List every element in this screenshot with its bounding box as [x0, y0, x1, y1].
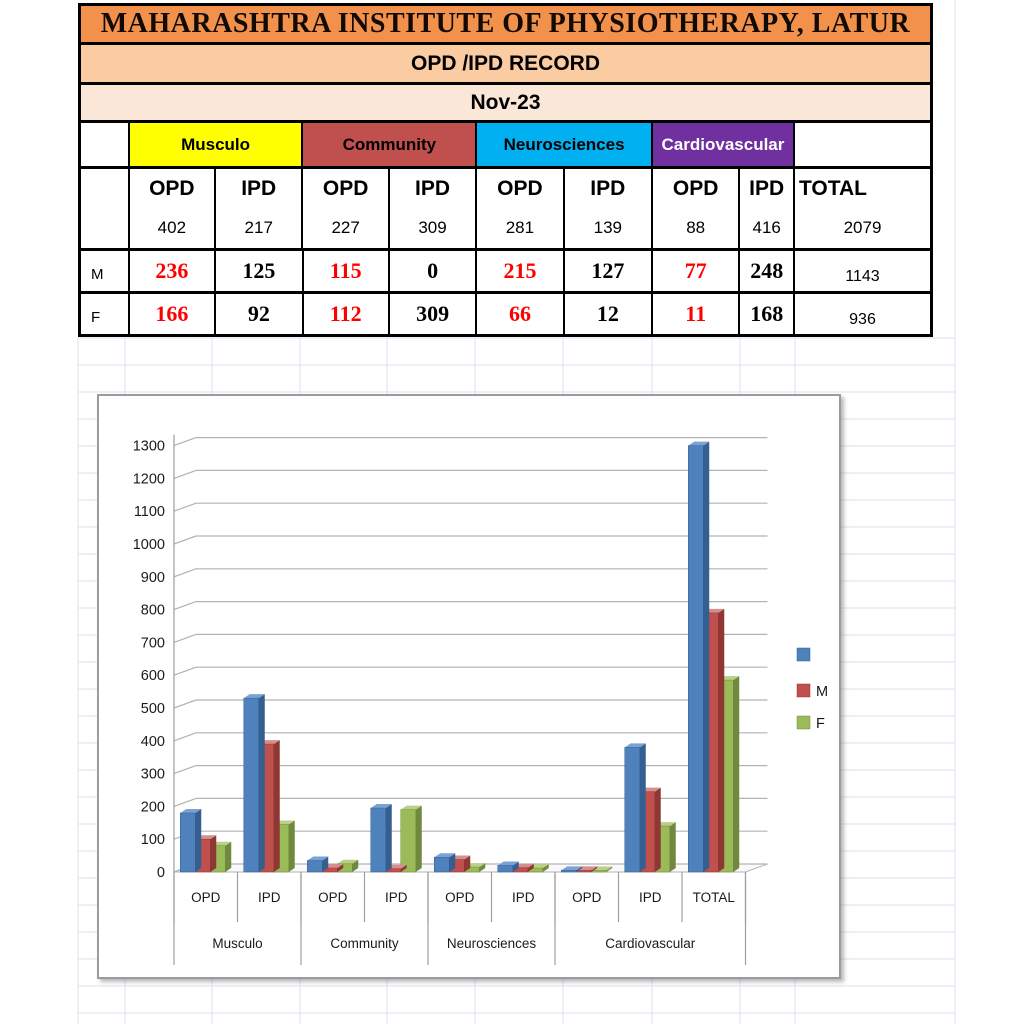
gridline-slant	[174, 569, 196, 577]
gridline-slant	[174, 438, 196, 446]
x-axis-label-total-8: TOTAL	[692, 890, 735, 905]
cell-r1-total[interactable]: 1143	[793, 251, 930, 291]
cell-r0-c5[interactable]: 139	[563, 208, 651, 248]
bar-total-ipd-5	[498, 865, 513, 872]
gridline-slant	[174, 503, 196, 511]
bar-total-ipd-7	[625, 747, 640, 872]
gridline-slant	[174, 733, 196, 741]
bar-total-opd-6	[561, 870, 576, 872]
bar-side	[640, 743, 646, 872]
bar-total-total-8	[688, 446, 703, 872]
x-axis-label-opd-4: OPD	[445, 890, 475, 905]
cell-r1-c6[interactable]: 77	[651, 251, 738, 291]
legend-swatch-F	[797, 716, 810, 729]
x-axis-label-opd-0: OPD	[191, 890, 221, 905]
x-axis-group-label-cardiovascular: Cardiovascular	[605, 936, 696, 951]
cell-r0-c4[interactable]: 281	[475, 208, 562, 248]
col-header-opd-6[interactable]: OPD	[651, 169, 738, 208]
bar-side	[195, 809, 201, 872]
gridline-slant	[174, 798, 196, 806]
x-axis-label-ipd-1: IPD	[257, 890, 281, 905]
bar-side	[670, 822, 676, 872]
bar-side	[655, 788, 661, 872]
cell-r2-c4[interactable]: 66	[475, 294, 562, 334]
row-label-M[interactable]: M	[91, 266, 104, 283]
cell-r2-c2[interactable]: 112	[302, 294, 388, 334]
cell-r2-total[interactable]: 936	[793, 294, 930, 334]
x-axis-group-label-neurosciences: Neurosciences	[446, 936, 537, 951]
institute-title: MAHARASHTRA INSTITUTE OF PHYSIOTHERAPY, LATUR	[100, 8, 911, 39]
bar-side	[416, 806, 422, 872]
gridline-slant	[174, 470, 196, 478]
col-header-opd-2[interactable]: OPD	[301, 169, 387, 208]
row-label-blank[interactable]	[81, 208, 128, 248]
y-axis-tick-label: 200	[140, 799, 165, 816]
y-axis-tick-label: 100	[140, 832, 165, 849]
cell-r2-c5[interactable]: 12	[563, 294, 651, 334]
cell-r1-c3[interactable]: 0	[388, 251, 475, 291]
y-axis-tick-label: 1100	[133, 504, 165, 521]
legend-label-M: M	[816, 684, 829, 700]
cell-r0-c2[interactable]: 227	[301, 208, 387, 248]
col-header-ipd-3[interactable]: IPD	[388, 169, 475, 208]
record-label: OPD /IPD RECORD	[410, 51, 601, 75]
cell-r2-c7[interactable]: 168	[738, 294, 793, 334]
x-axis-label-opd-6: OPD	[572, 890, 602, 905]
x-axis-group-label-community: Community	[330, 936, 399, 951]
cell-r1-c1[interactable]: 125	[214, 251, 301, 291]
gridline-slant	[174, 700, 196, 708]
gridline-slant	[174, 766, 196, 774]
bar-side	[289, 820, 295, 872]
y-axis-tick-label: 1200	[132, 471, 165, 488]
bar-side	[386, 804, 392, 872]
cell-r0-c3[interactable]: 309	[388, 208, 475, 248]
gridline-slant	[174, 634, 196, 642]
y-axis-tick-label: 500	[140, 701, 165, 717]
dept-row-spacer[interactable]	[81, 123, 128, 166]
bar-side	[703, 442, 709, 872]
dept-header-musculo[interactable]: Musculo	[128, 123, 302, 166]
y-axis-tick-label: 1300	[132, 438, 165, 455]
bar-total-ipd-3	[371, 808, 386, 872]
col-header-opd-0[interactable]: OPD	[128, 169, 214, 208]
bar-total-ipd-1	[244, 698, 259, 872]
dept-row-end-spacer[interactable]	[793, 123, 930, 166]
cell-r0-c0[interactable]: 402	[128, 208, 214, 248]
y-axis-tick-label: 600	[140, 668, 165, 685]
y-axis-tick-label: 1000	[132, 537, 165, 553]
x-axis-label-ipd-5: IPD	[511, 890, 535, 905]
x-axis-label-ipd-3: IPD	[384, 890, 408, 905]
gridline-slant	[174, 602, 196, 610]
cell-r1-c2[interactable]: 115	[302, 251, 388, 291]
legend-label-F: F	[816, 716, 825, 732]
x-axis-label-ipd-7: IPD	[638, 890, 662, 905]
y-axis-tick-label: 400	[140, 733, 165, 750]
cell-r2-c0[interactable]: 166	[128, 294, 214, 334]
col-header-total-8[interactable]: TOTAL	[793, 169, 930, 208]
bar-side	[225, 842, 231, 872]
col-header-opd-4[interactable]: OPD	[475, 169, 562, 208]
legend-swatch-total	[797, 648, 810, 661]
y-axis-tick-label: 800	[140, 602, 165, 619]
bar-total-opd-2	[307, 861, 322, 872]
table-row-F	[81, 291, 930, 334]
dept-header-cardiovascular[interactable]: Cardiovascular	[651, 123, 793, 166]
cell-r1-c4[interactable]: 215	[475, 251, 562, 291]
bar-M-opd-6	[576, 870, 591, 872]
bar-side	[718, 609, 724, 872]
gridline-slant	[174, 667, 196, 675]
bar-total-opd-0	[180, 813, 195, 872]
cell-r2-c3[interactable]: 309	[388, 294, 475, 334]
col-header-spacer[interactable]	[81, 169, 128, 208]
bar-side	[210, 835, 216, 872]
legend-swatch-M	[797, 684, 810, 697]
department-header-row	[81, 120, 930, 166]
x-axis-label-opd-2: OPD	[318, 890, 348, 905]
x-axis-group-label-musculo: Musculo	[212, 936, 263, 951]
cell-r0-c6[interactable]: 88	[651, 208, 738, 248]
table-row-totals	[81, 208, 930, 248]
bar-total-opd-4	[434, 857, 449, 872]
cell-r1-c5[interactable]: 127	[563, 251, 651, 291]
cell-r2-c6[interactable]: 11	[651, 294, 738, 334]
y-axis-tick-label: 0	[156, 865, 165, 881]
cell-r0-c7[interactable]: 416	[738, 208, 793, 248]
bar-F-opd-6	[591, 871, 606, 873]
opd-ipd-record-table	[78, 3, 933, 337]
cell-r0-c1[interactable]: 217	[214, 208, 301, 248]
table-title-row[interactable]	[81, 6, 930, 42]
y-axis-tick-label: 300	[140, 766, 165, 783]
row-label-F[interactable]: F	[91, 309, 101, 326]
cell-r0-total[interactable]: 2079	[793, 208, 930, 248]
cell-r2-c1[interactable]: 92	[214, 294, 301, 334]
month-label: Nov-23	[470, 90, 541, 114]
chart-object[interactable]	[97, 394, 841, 979]
dept-header-neurosciences[interactable]: Neurosciences	[475, 123, 651, 166]
column-header-row	[81, 166, 930, 208]
cell-r1-c0[interactable]: 236	[128, 251, 214, 291]
table-row-M	[81, 248, 930, 291]
y-axis-tick-label: 900	[140, 569, 165, 586]
bar-side	[274, 740, 280, 872]
col-header-ipd-7[interactable]: IPD	[738, 169, 793, 208]
cell-r1-c7[interactable]: 248	[738, 251, 793, 291]
gridline-slant	[174, 536, 196, 544]
col-header-ipd-5[interactable]: IPD	[563, 169, 651, 208]
dept-header-community[interactable]: Community	[301, 123, 475, 166]
y-axis-tick-label: 700	[140, 635, 165, 652]
bar-F-ipd-3	[401, 810, 416, 872]
record-label-row[interactable]	[81, 42, 930, 82]
month-row[interactable]	[81, 82, 930, 120]
bar-side	[733, 676, 739, 872]
bar-chart	[99, 396, 839, 977]
bar-side	[259, 694, 265, 872]
col-header-ipd-1[interactable]: IPD	[214, 169, 301, 208]
